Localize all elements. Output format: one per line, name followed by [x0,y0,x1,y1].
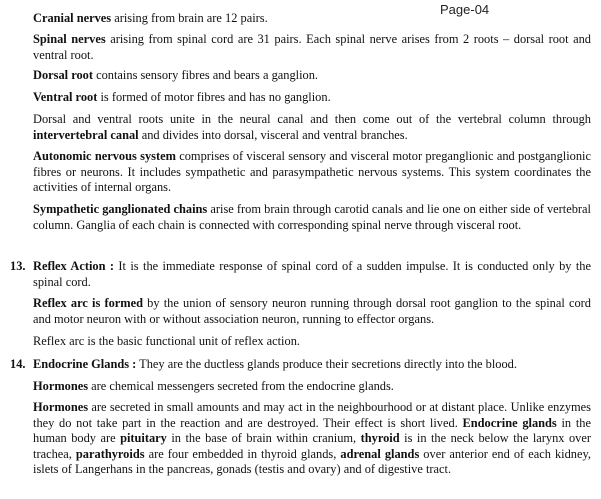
paragraph-autonomic-nervous-system [33,149,591,196]
term-intervertebral-canal: intervertebral canal [33,127,139,142]
paragraph-text: in the base of brain within cranium, [166,431,361,446]
paragraph-text: are four embedded in thyroid glands, [144,446,341,461]
paragraph-text: arising from spinal cord are 31 pairs. Each spinal nerve arises from 2 roots – dorsal root and ventral root. [33,32,591,62]
term-parathyroids: parathyroids [75,446,145,461]
paragraph-text: in the human body are [33,415,591,446]
paragraph-roots-unite [33,112,591,143]
page-number: Page-04 [440,2,490,17]
paragraph-text: and divides into dorsal, visceral and ventral branches. [138,127,408,142]
paragraph-text: It is the immediate response of spinal cord of a sudden impulse. It is conducted only by the spinal cord. [33,259,592,289]
paragraph-reflex-arc-unit [33,334,591,350]
term-autonomic-nervous-system: Autonomic nervous system [33,149,176,163]
paragraph-text: by the union of sensory neuron running through dorsal root ganglion to the spinal cord and motor neuron with or without association neuron, running to effector organs. [33,296,591,326]
paragraph-text: contains sensory fibres and bears a ganglion. [93,68,319,82]
paragraph-text: Dorsal and ventral roots unite in the neural canal and then come out of the vertebral column through [33,112,591,126]
term-hormones: Hormones [33,379,89,393]
paragraph-text: They are the ductless glands produce their secretions directly into the blood. [136,357,517,371]
heading-reflex-action: Reflex Action : [33,259,115,273]
section-reflex-action [33,259,591,290]
paragraph-spinal-nerves [33,32,591,63]
paragraph-ventral-root [33,90,591,106]
term-adrenal-glands: adrenal glands [340,446,420,461]
term-ventral-root: Ventral root [33,90,98,104]
term-endocrine-glands: Endocrine glands [462,415,557,430]
paragraph-text: comprises of visceral sensory and visceral motor preganglionic and postganglionic fibres or neurons. It includes sympathetic and parasympathetic nervous systems. This system coordinates the activities of internal organs. [33,149,591,195]
paragraph-text: is formed of motor fibres and has no ganglion. [97,90,331,104]
paragraph-dorsal-root [33,68,591,84]
term-reflex-arc: Reflex arc is formed [33,296,143,310]
paragraph-text: is in the neck below the larynx over trachea, [33,431,591,461]
section-endocrine-glands [33,357,591,373]
term-hormones: Hormones [33,400,89,414]
paragraph-hormones-details [33,400,591,478]
paragraph-text: are chemical messengers secreted from the endocrine glands. [88,379,394,393]
paragraph-text: are secreted in small amounts and may act in the neighbourhood or at distant place. Unlike enzymes they do not take part in the reaction and are destroyed. Their effect is short lived. [33,400,591,430]
paragraph-cranial-nerves [33,11,591,27]
paragraph-text: arise from brain through carotid canals and lie one on either side of vertebral column. Ganglia of each chain is connected with corresponding spinal nerve through visceral root. [33,202,591,232]
term-thyroid: thyroid [360,431,400,446]
term-dorsal-root: Dorsal root [33,68,93,82]
paragraph-text: over anterior end of each kidney, islets of Langerhans in the pancreas, gonads (testis and ovary) and of digestive tract. [33,446,591,477]
section-number-14: 14. [10,357,26,371]
term-cranial-nerves: Cranial nerves [33,11,112,25]
heading-endocrine-glands: Endocrine Glands : [33,357,137,371]
paragraph-sympathetic-chains [33,202,591,233]
term-spinal-nerves: Spinal nerves [33,32,106,46]
paragraph-text: Reflex arc is the basic functional unit of reflex action. [33,334,300,348]
term-pituitary: pituitary [120,431,167,446]
term-sympathetic-chains: Sympathetic ganglionated chains [33,202,208,216]
section-number-13: 13. [10,259,26,273]
paragraph-text: arising from brain are 12 pairs. [111,11,268,25]
paragraph-reflex-arc [33,296,591,327]
paragraph-hormones-definition [33,379,591,395]
